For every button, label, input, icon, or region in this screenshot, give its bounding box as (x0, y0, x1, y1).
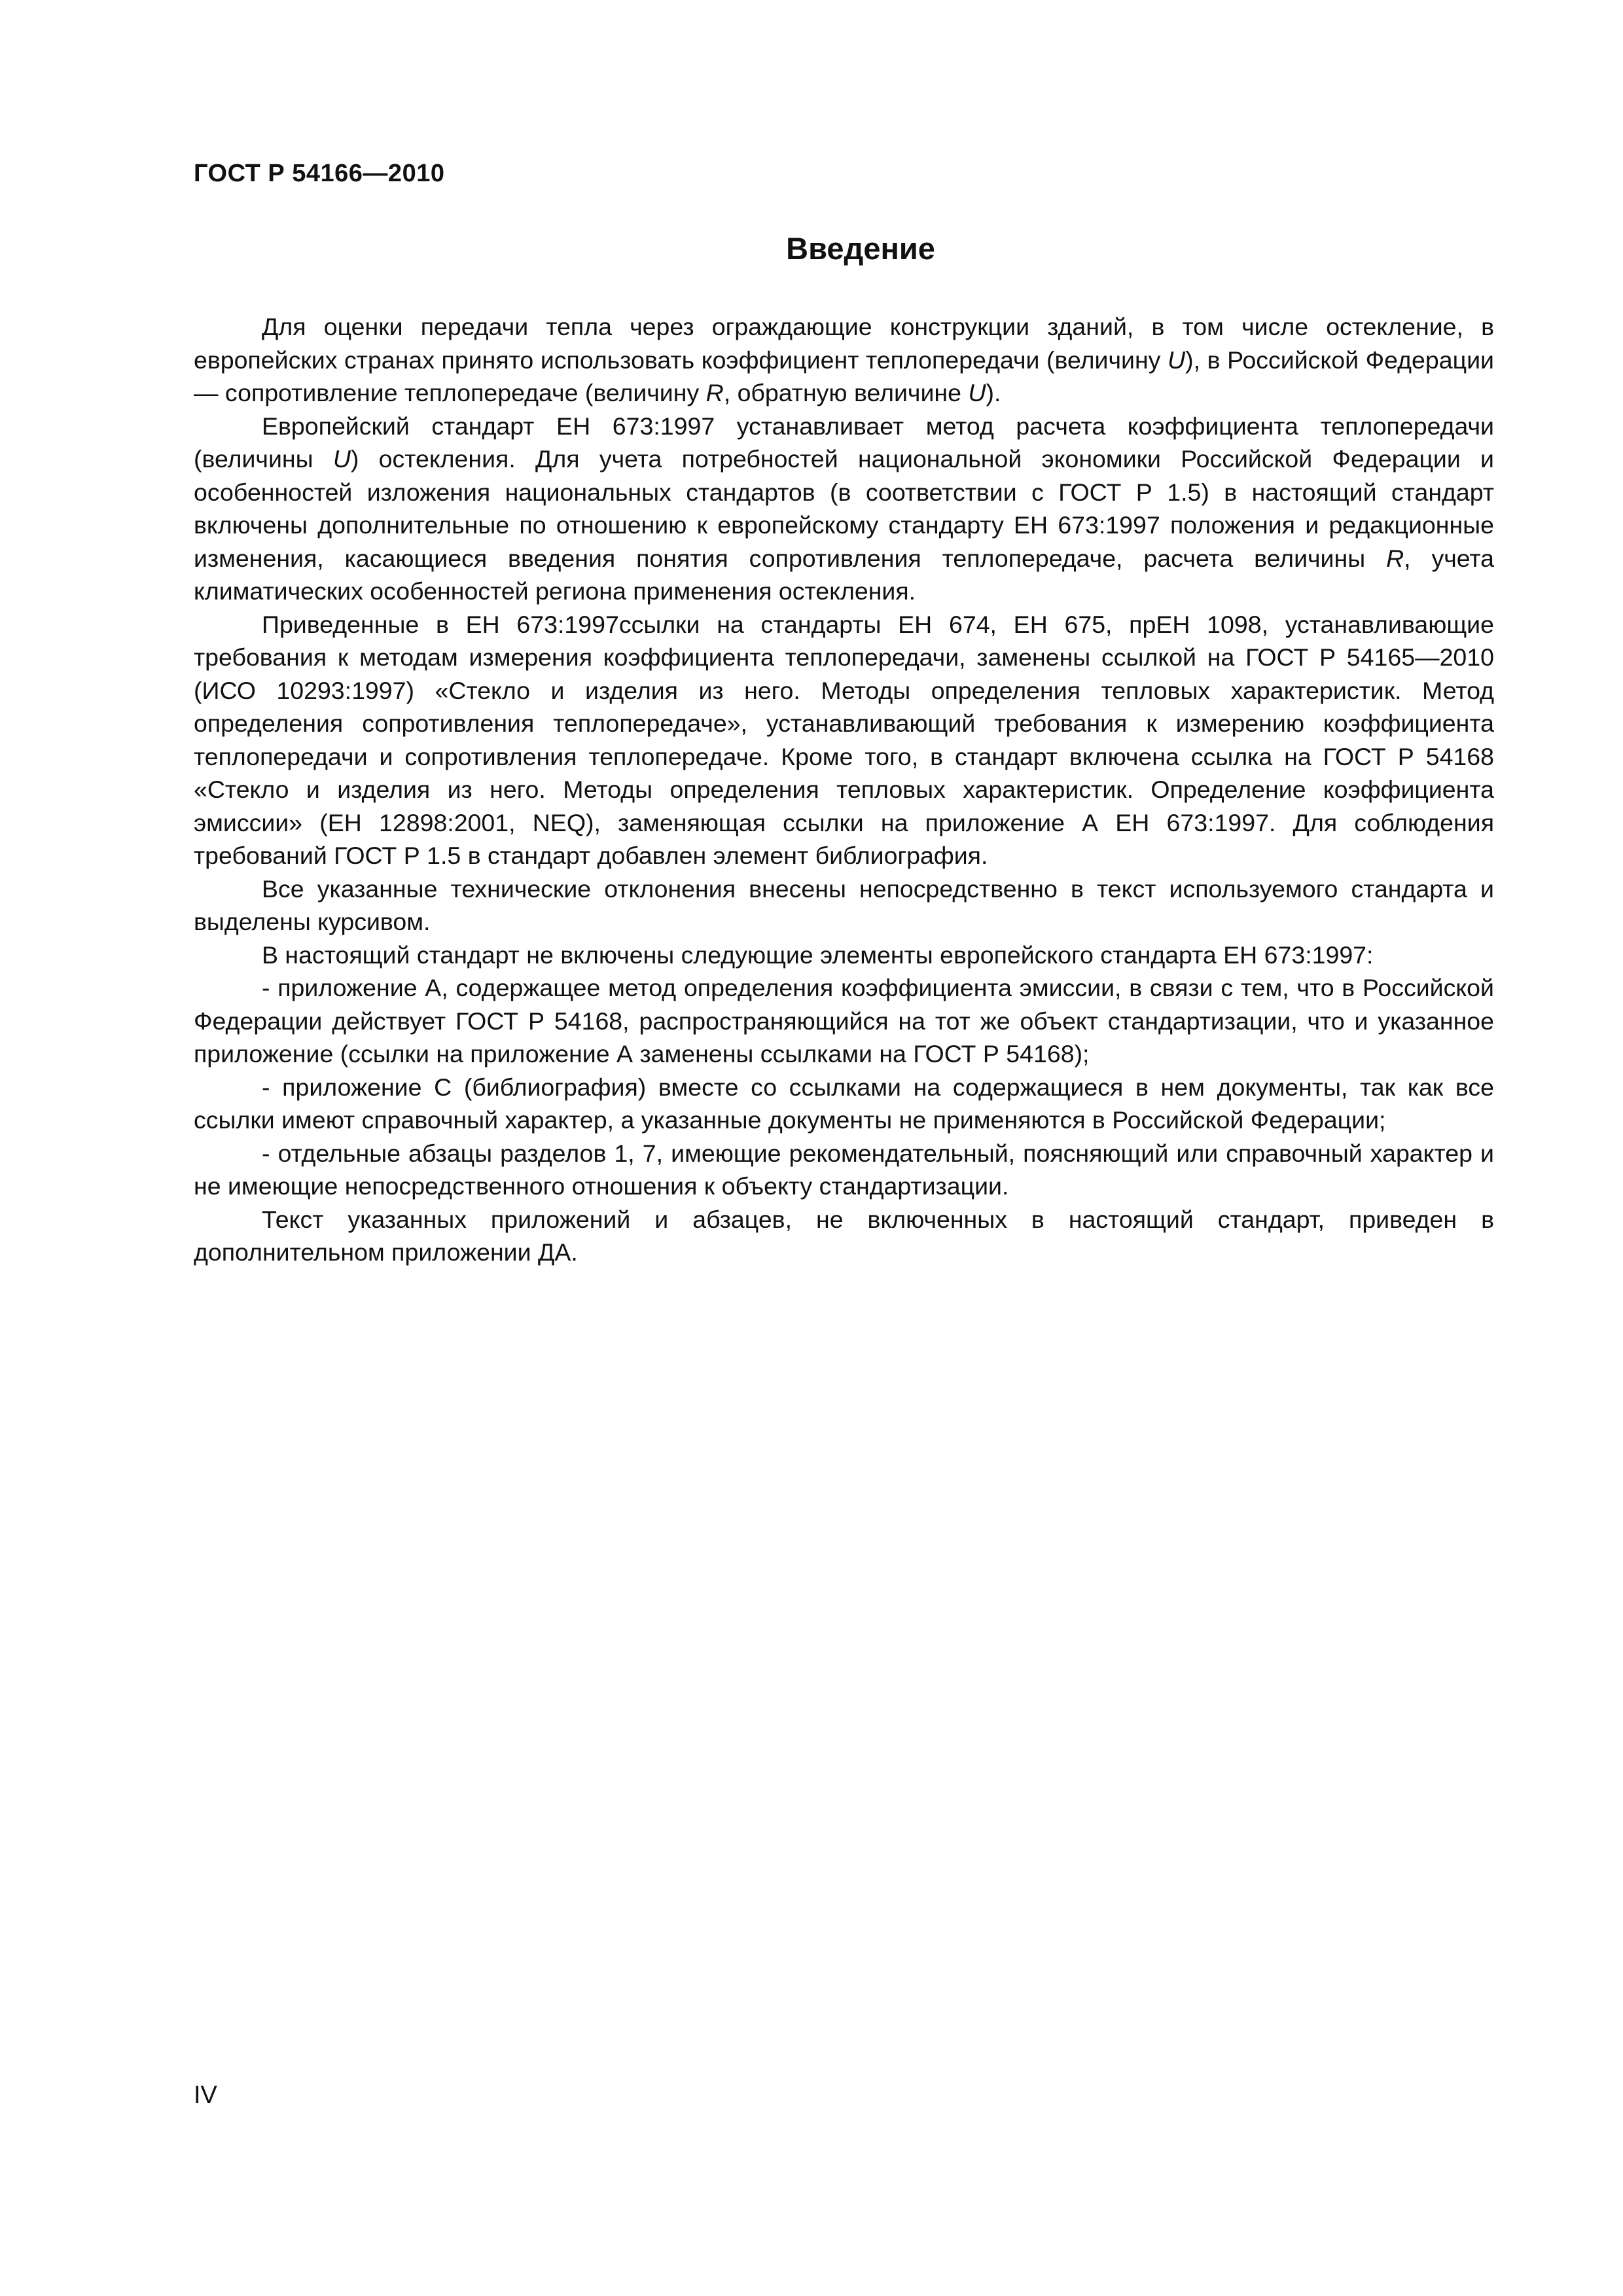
italic-symbol: U (332, 445, 351, 473)
paragraph-final: Текст указанных приложений и абзацев, не включенных в настоящий стандарт, приведен в дополнительном приложении ДА. (194, 1205, 1494, 1266)
document-code-header: ГОСТ Р 54166—2010 (194, 160, 445, 187)
list-item-annex-a: - приложение А, содержащее метод определения коэффициента эмиссии, в связи с тем, что в Российской Федерации действует ГОСТ Р 54168, распространяющийся на тот же объект стандартизации, что и указанное приложение (ссылки на приложение А заменены ссылками на ГОСТ Р 54168); (194, 974, 1494, 1067)
paragraph-4: Все указанные технические отклонения внесены непосредственно в текст используемого стандарта и выделены курсивом. (194, 874, 1494, 935)
introduction-body (194, 310, 1494, 1269)
paragraph-1: Для оценки передачи тепла через ограждающие конструкции зданий, в том числе остекление, в европейских странах принято использовать коэффициент теплопередачи (величину U), в Российской Федерации — сопротивление теплопередаче (величину R, обратную величине U). (194, 313, 1494, 406)
italic-symbol: U (968, 379, 986, 406)
page-number: IV (194, 2081, 217, 2109)
list-item-annex-c: - приложение С (библиография) вместе со ссылками на содержащиеся в нем документы, так как все ссылки имеют справочный характер, а указанные документы не применяются в Российской Федерации; (194, 1073, 1494, 1134)
list-item-clauses: - отдельные абзацы разделов 1, 7, имеющие рекомендательный, поясняющий или справочный характер и не имеющие непосредственного отношения к объекту стандартизации. (194, 1139, 1494, 1200)
paragraph-2: Европейский стандарт ЕН 673:1997 устанавливает метод расчета коэффициента теплопередачи (величины U) остекления. Для учета потребностей национальной экономики Российской Федерации и особенностей изложения национальных стандартов (в соответствии с ГОСТ Р 1.5) в настоящий стандарт включены дополнительные по отношению к европейскому стандарту ЕН 673:1997 положения и редакционные изменения, касающиеся введения понятия сопротивления теплопередаче, расчета величины R, учета климатических особенностей региона применения остекления. (194, 412, 1494, 605)
paragraph-5: В настоящий стандарт не включены следующие элементы европейского стандарта ЕН 673:1997: (262, 941, 1374, 969)
italic-symbol: R (705, 379, 724, 406)
italic-symbol: R (1386, 544, 1404, 572)
italic-symbol: U (1168, 346, 1186, 374)
section-title: Введение (786, 231, 935, 266)
paragraph-3: Приведенные в ЕН 673:1997ссылки на стандарты ЕН 674, ЕН 675, прЕН 1098, устанавливающие требования к методам измерения коэффициента теплопередачи, заменены ссылкой на ГОСТ Р 54165—2010 (ИСО 10293:1997) «Стекло и изделия из него. Методы определения тепловых характеристик. Метод определения сопротивления теплопередаче», устанавливающий требования к измерению коэффициента теплопередачи и сопротивления теплопередаче. Кроме того, в стандарт включена ссылка на ГОСТ Р 54168 «Стекло и изделия из него. Методы определения тепловых характеристик. Определение коэффициента эмиссии» (ЕН 12898:2001, NEQ), заменяющая ссылки на приложение А ЕН 673:1997. Для соблюдения требований ГОСТ Р 1.5 в стандарт добавлен элемент библиография. (194, 610, 1494, 869)
